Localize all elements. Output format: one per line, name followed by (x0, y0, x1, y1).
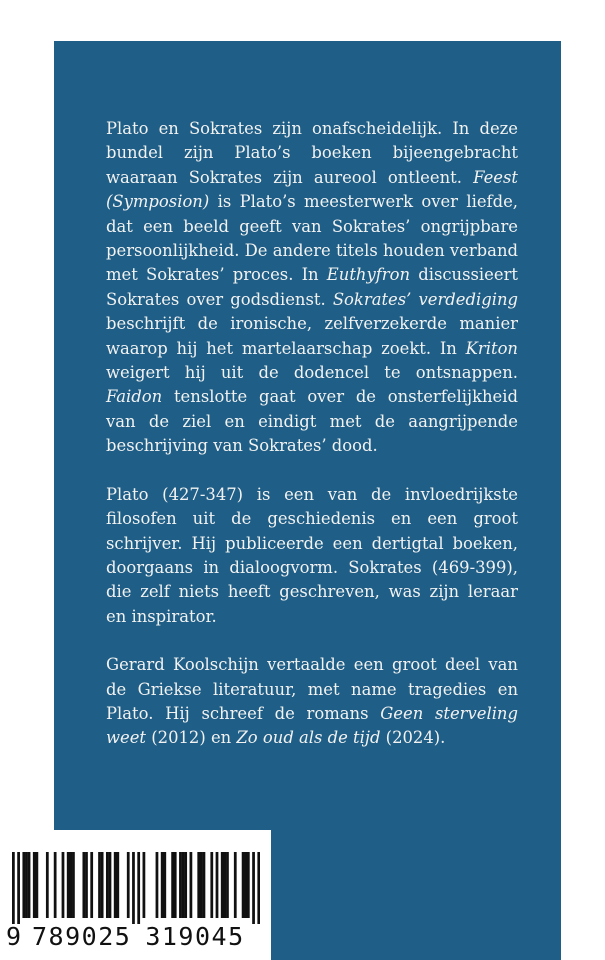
isbn-group-left: 789025 (32, 922, 132, 951)
blurb-paragraph-intro (106, 117, 518, 459)
barcode-bar (109, 852, 112, 918)
blurb-intro-run: Faidon (106, 387, 163, 407)
barcode-bar (156, 852, 159, 918)
barcode-bar (203, 852, 206, 918)
barcode-bar (132, 852, 135, 924)
barcode-bar (197, 852, 200, 918)
barcode-bar (82, 852, 85, 918)
isbn-lead-digit: 9 (6, 922, 23, 951)
blurb-translator-run: Zo oud als de tijd (236, 728, 381, 748)
blurb-intro-run: Plato en Sokrates zijn onafscheidelijk. In deze bundel zijn Plato’s boeken bijeengebracht waaraan Sokrates zijn aureool ontleent. (106, 119, 518, 187)
barcode-bar (28, 852, 31, 918)
barcode-bar (216, 852, 219, 918)
barcode-bar (200, 852, 203, 918)
barcode-bar (62, 852, 65, 918)
barcode-bar (210, 852, 213, 918)
barcode-bar (257, 852, 260, 924)
barcode-bar (25, 852, 28, 918)
barcode-bar (67, 852, 70, 918)
isbn-group-right: 319045 (145, 922, 245, 951)
barcode-bar (190, 852, 193, 918)
barcode-bar (179, 852, 182, 918)
barcode-bar (85, 852, 88, 918)
barcode-bar (98, 852, 101, 918)
blurb-intro-run: Sokrates’ verdediging (332, 289, 518, 309)
blurb-translator-run: (2024). (380, 728, 446, 748)
barcode-bar (90, 852, 93, 918)
blurb-paragraph-plato: Plato (427-347) is een van de invloedrijkste filosofen uit de geschiedenis en een groot schrijver. Hij publiceerde een dertigtal boeken, doorgaans in dialoogvorm. Sokrates (469-399), die zelf niets heeft geschreven, was zijn leraar en inspirator. (106, 484, 518, 626)
blurb-translator-run: Geen sterveling weet (106, 703, 518, 748)
barcode-bar (252, 852, 255, 924)
barcode-bar (163, 852, 166, 918)
barcode-bar (234, 852, 237, 918)
blurb-intro-run: tenslotte gaat over de onsterfelijkheid van de ziel en eindigt met de aangrijpende beschrijving van Sokrates’ dood. (106, 387, 518, 456)
barcode-bar (244, 852, 247, 918)
barcode-icon (12, 852, 260, 924)
barcode-bar (46, 852, 49, 918)
barcode-bar (114, 852, 117, 918)
barcode-bar (54, 852, 57, 918)
barcode-bar (72, 852, 75, 918)
blurb-intro-run: is Plato’s meesterwerk over liefde, dat een beeld geeft van Sokrates’ ongrijpbare persoonlijkheid. De andere titels houden verband met Sokrates’ proces. In (106, 192, 518, 285)
barcode-bar (184, 852, 187, 918)
barcode-bar (182, 852, 185, 918)
blurb-intro-run: Euthyfron (326, 265, 411, 285)
barcode-bar (226, 852, 229, 918)
blurb-intro-run: beschrijft de ironische, zelfverzekerde manier waarop hij het martelaarschap zoekt. In (106, 314, 518, 358)
blurb-intro-run: discussieert Sokrates over godsdienst. (106, 265, 518, 309)
barcode-bar (143, 852, 146, 918)
barcode-bar (161, 852, 164, 918)
blurb-text (106, 117, 518, 775)
barcode-bar (12, 852, 15, 924)
barcode-bar (137, 852, 140, 924)
barcode-bar (221, 852, 224, 918)
blurb-translator-run: (2012) en (146, 728, 237, 748)
barcode-bar (69, 852, 72, 918)
barcode-bar (101, 852, 104, 918)
barcode-bar (223, 852, 226, 918)
blurb-intro-run: weigert hij uit de dodencel te ontsnappen. (106, 363, 518, 383)
barcode-area (0, 830, 271, 960)
barcode-bar (17, 852, 20, 924)
blurb-intro-run: Kriton (465, 338, 518, 358)
barcode-bar (247, 852, 250, 918)
barcode-bar (127, 852, 130, 918)
barcode-bar (35, 852, 38, 918)
blurb-translator-run: Gerard Koolschijn vertaalde een groot deel van de Griekse literatuur, met name tragedies en Plato. Hij schreef de romans (106, 655, 518, 723)
barcode-bar (116, 852, 119, 918)
barcode-bar (174, 852, 177, 918)
isbn-number (6, 922, 268, 951)
blurb-intro-run: Feest (Symposion) (106, 167, 518, 212)
back-cover-panel (54, 41, 561, 960)
barcode-bar (171, 852, 174, 918)
barcode-bar (33, 852, 36, 918)
barcode-bar (242, 852, 245, 918)
barcode-bar (22, 852, 25, 918)
barcode-bar (106, 852, 109, 918)
blurb-paragraph-translator (106, 653, 518, 751)
